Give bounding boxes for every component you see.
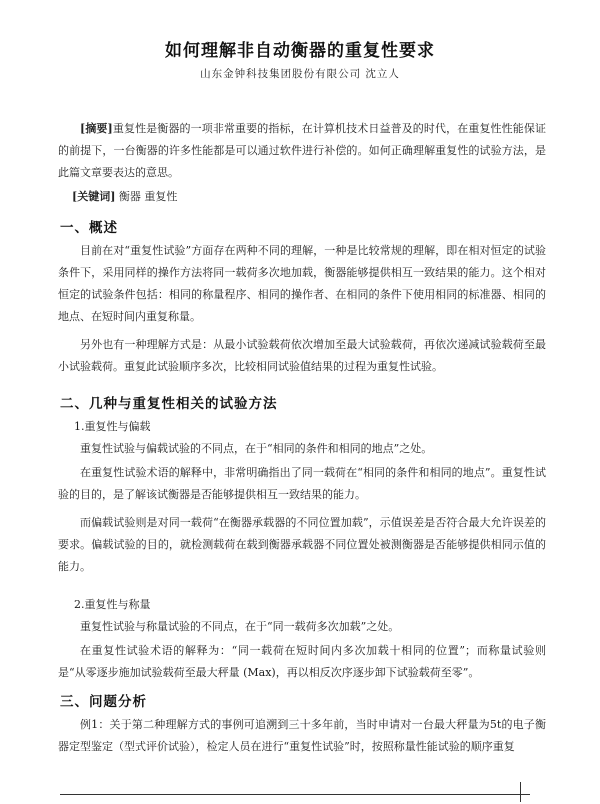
keywords-text: 衡器 重复性 — [118, 190, 178, 203]
abstract-label: [摘要] — [80, 122, 113, 135]
section-2-para-1: 重复性试验与偏载试验的不同点，在于“相同的条件和相同的地点”之处。 — [80, 442, 433, 455]
section-1-para-1: 目前在对“重复性试验”方面存在两种不同的理解，一种是比较常规的理解，即在相对恒定的试验条件下，采用同样的操作方法将同一载荷多次地加载，衡器能够提供相互一致结果的能力。这个相对恒定的试验条件包括：相同的称量程序、相同的操作者、在相同的条件下使用相同的标准器、相同的地点、在短时间内重复称量。 — [58, 244, 546, 323]
author-affiliation: 山东金钟科技集团股份有限公司 沈立人 — [200, 68, 400, 80]
footer-tick — [520, 782, 521, 802]
subsection-heading-1: 1.重复性与偏载 — [74, 420, 151, 433]
section-2-para-2: 在重复性试验术语的解释中，非常明确指出了同一载荷在“相同的条件和相同的地点”。重复性试验的目的，是了解该试衡器是否能够提供相互一致结果的能力。 — [58, 466, 546, 501]
abstract-text: 重复性是衡器的一项非常重要的指标，在计算机技术日益普及的时代，在重复性性能保证的前提下，一台衡器的许多性能都是可以通过软件进行补偿的。如何正确理解重复性的试验方法，是此篇文章要表达的意思。 — [58, 122, 546, 179]
keywords-label: [关键词] — [72, 190, 116, 203]
subsection-heading-2: 2.重复性与称量 — [74, 598, 151, 611]
paper-title: 如何理解非自动衡器的重复性要求 — [165, 41, 435, 61]
section-1-para-2: 另外也有一种理解方式是：从最小试验载荷依次增加至最大试验载荷，再依次递减试验载荷至最小试验载荷。重复此试验顺序多次，比较相同试验值结果的过程为重复性试验。 — [58, 338, 546, 373]
keywords — [72, 186, 560, 208]
section-2-para-3: 而偏载试验则是对同一载荷“在衡器承载器的不同位置加载”，示值误差是否符合最大允许误差的要求。偏载试验的目的，就检测载荷在载到衡器承载器不同位置处被测衡器是否能够提供相同示值的能力。 — [58, 516, 546, 573]
section-heading-1: 一、概述 — [60, 220, 118, 236]
section-heading-3: 三、问题分析 — [60, 694, 147, 710]
section-2-para-5: 在重复性试验术语的解释为：“同一载荷在短时间内多次加载十相同的位置”；而称量试验则是“从零逐步施加试验载荷至最大秤量 (Max)，再以相反次序逐步卸下试验载荷至零”。 — [58, 644, 546, 679]
section-3-para-1: 例1：关于第二种理解方式的事例可追溯到三十多年前，当时申请对一台最大秤量为5t的电子衡器定型鉴定（型式评价试验），检定人员在进行“重复性试验”时，按照称量性能试验的顺序重复 — [58, 718, 546, 753]
abstract — [58, 118, 546, 184]
section-2-para-4: 重复性试验与称量试验的不同点，在于“同一载荷多次加载”之处。 — [80, 620, 400, 633]
footer-rule — [60, 794, 530, 795]
section-heading-2: 二、几种与重复性相关的试验方法 — [60, 396, 278, 412]
